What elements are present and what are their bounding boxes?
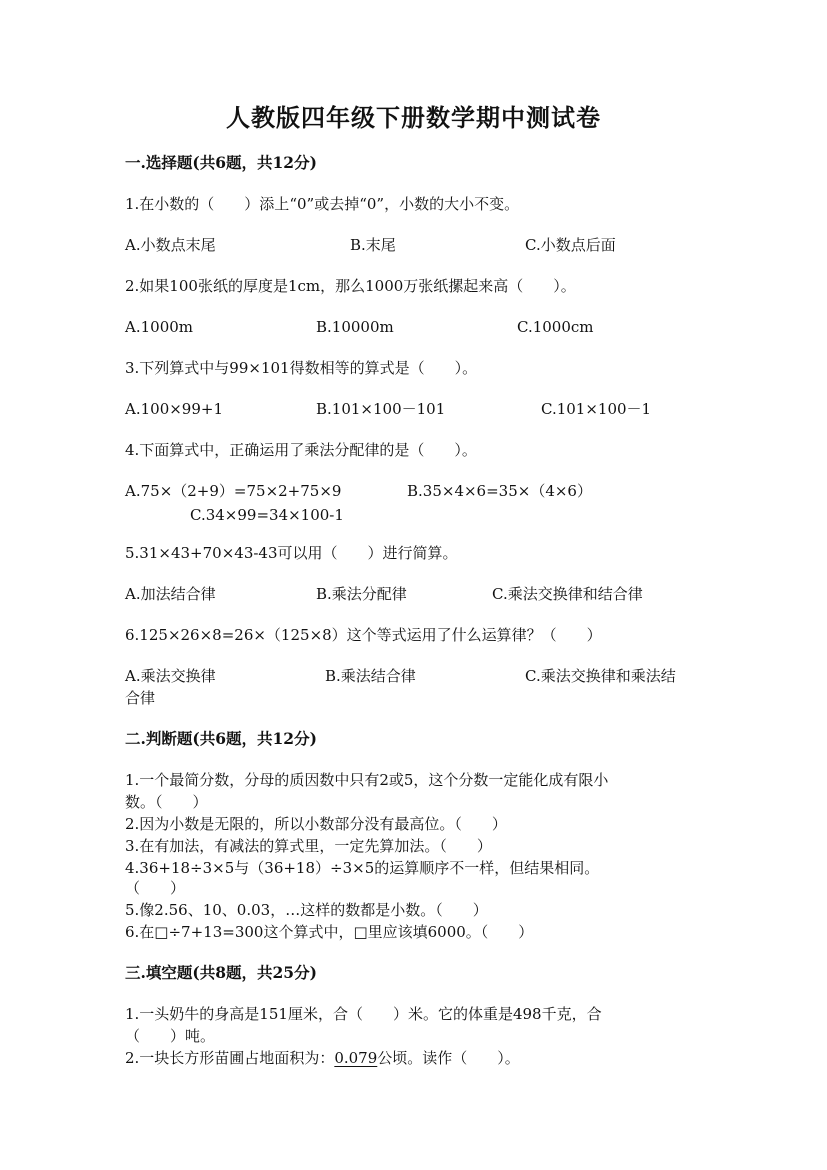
question-option: B.乘法分配律 — [316, 585, 407, 603]
question-option: A.乘法交换律 — [125, 667, 216, 685]
question-option: C.101×100－1 — [541, 400, 652, 418]
judgement-line: 5.像2.56、10、0.03，…这样的数都是小数。（ ） — [125, 901, 488, 919]
question-option: C.乘法交换律和结合律 — [492, 585, 643, 603]
question-stem: 5.31×43+70×43-43可以用（ ）进行简算。 — [125, 544, 458, 562]
fill-blank-text: 公顷。读作（ ）。 — [377, 1049, 520, 1067]
question-option: B.10000m — [316, 318, 394, 336]
fill-blank-text: 2.一块长方形苗圃占地面积为： — [125, 1049, 335, 1067]
question-stem: 3.下列算式中与99×101得数相等的算式是（ ）。 — [125, 359, 478, 377]
question-option: C.34×99=34×100-1 — [190, 506, 344, 524]
section-heading-judgement: 二.判断题(共6题，共12分) — [125, 729, 317, 748]
judgement-line: （ ） — [125, 879, 186, 897]
judgement-line: 6.在□÷7+13=300这个算式中，□里应该填6000。（ ） — [125, 923, 534, 941]
judgement-line: 1.一个最简分数，分母的质因数中只有2或5，这个分数一定能化成有限小 — [125, 771, 609, 789]
question-option: C.小数点后面 — [525, 236, 616, 254]
question-option: A.加法结合律 — [125, 585, 216, 603]
section-heading-choice: 一.选择题(共6题，共12分) — [125, 153, 317, 172]
question-option: C.乘法交换律和乘法结 — [525, 667, 676, 685]
question-option: A.小数点末尾 — [125, 236, 216, 254]
judgement-line: 数。（ ） — [125, 793, 208, 811]
judgement-line: 2.因为小数是无限的，所以小数部分没有最高位。（ ） — [125, 815, 507, 833]
question-option: A.100×99+1 — [125, 400, 223, 418]
fill-blank-line: 1.一头奶牛的身高是151厘米，合（ ）米。它的体重是498千克，合 — [125, 1005, 602, 1023]
question-stem: 6.125×26×8=26×（125×8）这个等式运用了什么运算律？（ ） — [125, 626, 602, 644]
judgement-line: 3.在有加法，有减法的算式里，一定先算加法。（ ） — [125, 837, 492, 855]
question-stem: 2.如果100张纸的厚度是1cm，那么1000万张纸摞起来高（ ）。 — [125, 277, 576, 295]
question-option-continuation: 合律 — [125, 689, 156, 707]
question-stem: 1.在小数的（ ）添上“0”或去掉“0”，小数的大小不变。 — [125, 195, 520, 213]
question-option: A.75×（2+9）=75×2+75×9 — [125, 482, 342, 500]
underlined-value: 0.079 — [334, 1049, 378, 1067]
question-option: B.101×100－101 — [316, 400, 446, 418]
judgement-line: 4.36+18÷3×5与（36+18）÷3×5的运算顺序不一样，但结果相同。 — [125, 859, 600, 877]
fill-blank-line — [125, 1048, 520, 1068]
question-option: B.末尾 — [350, 236, 396, 254]
question-option: C.1000cm — [517, 318, 594, 336]
question-option: B.35×4×6=35×（4×6） — [407, 482, 592, 500]
fill-blank-line: （ ）吨。 — [125, 1027, 216, 1045]
question-option: B.乘法结合律 — [325, 667, 416, 685]
section-heading-fill-blank: 三.填空题(共8题，共25分) — [125, 963, 317, 982]
page-title: 人教版四年级下册数学期中测试卷 — [226, 103, 601, 132]
question-option: A.1000m — [125, 318, 193, 336]
question-stem: 4.下面算式中，正确运用了乘法分配律的是（ ）。 — [125, 441, 477, 459]
